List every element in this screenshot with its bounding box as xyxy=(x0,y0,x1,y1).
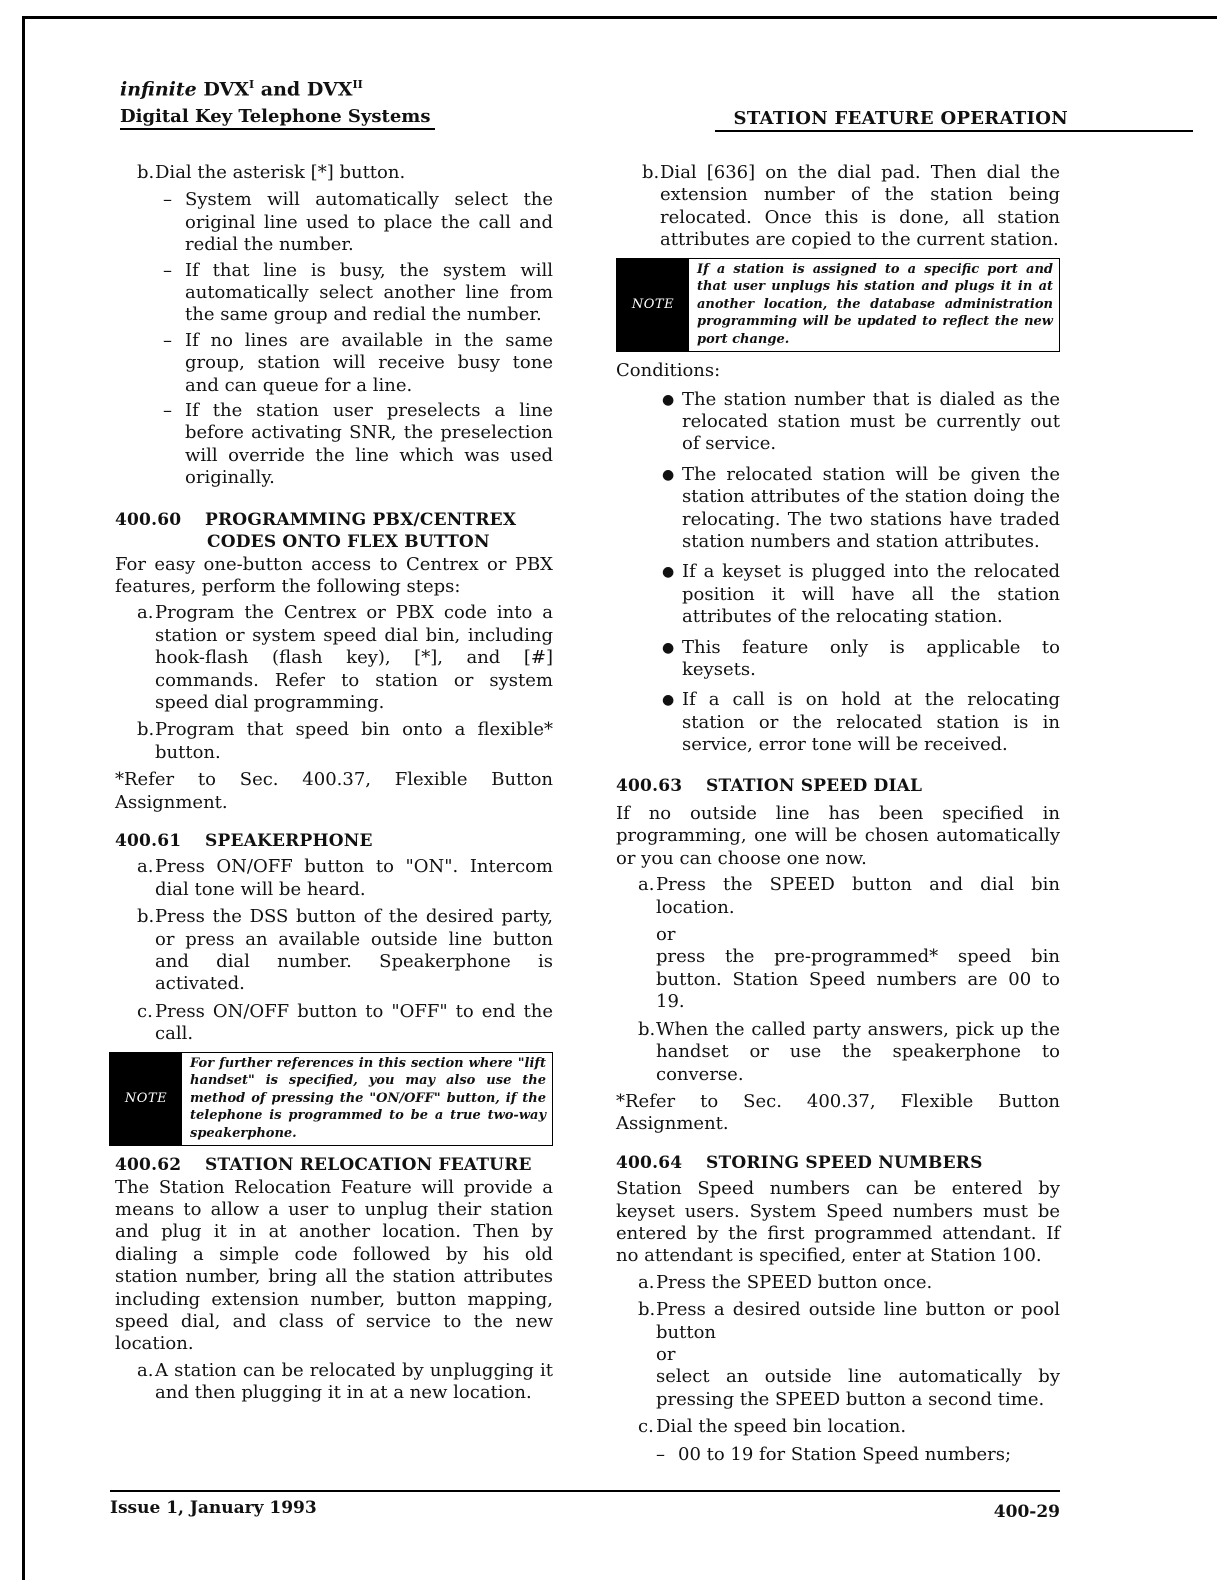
step-b-program-bin: b. Program that speed bin onto a flexible* button. xyxy=(137,719,553,763)
note-text: If a station is assigned to a specific port and that user unplugs his station and plugs it in at another location, the database administration programming will be updated to reflect the new port change. xyxy=(697,261,1053,347)
step-b-dial-636: b. Dial [636] on the dial pad. Then dial the extension number of the station being relocated. Once this is done, all station attributes are copied to the current station. xyxy=(642,162,1060,251)
heading-400-63: 400.63 STATION SPEED DIAL xyxy=(616,775,923,796)
step-a-press-on: a. Press ON/OFF button to "ON". Intercom dial tone will be heard. xyxy=(137,856,553,900)
or-text: or xyxy=(656,924,676,946)
brand-italic: infinite xyxy=(120,78,197,101)
step-b-outside-line: b. Press a desired outside line button or pool button xyxy=(638,1299,1060,1343)
dash-item: – 00 to 19 for Station Speed numbers; xyxy=(656,1443,1012,1465)
condition-item: ● The station number that is dialed as the relocated station must be currently out of service. xyxy=(662,388,1060,455)
heading-400-62: 400.62 STATION RELOCATION FEATURE xyxy=(115,1155,532,1176)
page-top-border xyxy=(22,16,1217,19)
page-number: 400-29 xyxy=(993,1502,1060,1522)
issue-date: Issue 1, January 1993 xyxy=(110,1498,317,1518)
reference-note: *Refer to Sec. 400.37, Flexible Button Assignment. xyxy=(616,1090,1060,1135)
paragraph: The Station Relocation Feature will provide a means to allow a user to unplug their station and plug it in at another location. Then by dialing a simple code followed by his old station number, bring all the station attributes including extension number, button mapping, speed dial, and class of service to the new location. xyxy=(115,1176,553,1355)
heading-400-60-line2: CODES ONTO FLEX BUTTON xyxy=(207,532,490,553)
step-b-dial-asterisk: b. Dial the asterisk [*] button. xyxy=(137,162,406,183)
step-c-press-off: c. Press ON/OFF button to "OFF" to end the call. xyxy=(137,1000,553,1045)
brand-sup1: I xyxy=(249,78,255,91)
brand-title xyxy=(120,78,363,100)
header-rule-right xyxy=(715,130,1193,132)
right-column xyxy=(616,162,1060,1469)
step-b-press-dss: b. Press the DSS button of the desired party, or press an available outside line button and dial number. Speakerphone is activated. xyxy=(137,906,553,995)
page-header xyxy=(120,78,1068,130)
header-rule-left xyxy=(120,128,435,130)
step-b-answer: b. When the called party answers, pick up the handset or use the speakerphone to converse. xyxy=(638,1018,1060,1085)
or-text: or xyxy=(656,1343,676,1365)
dash-item: – If no lines are available in the same group, station will receive busy tone and can queue for a line. xyxy=(163,329,553,396)
left-column xyxy=(115,162,553,1410)
step-a-relocate: a. A station can be relocated by unplugging it and then plugging it in at a new location. xyxy=(137,1359,553,1404)
note-label: NOTE xyxy=(110,1053,182,1146)
step-a-program-code: a. Program the Centrex or PBX code into a station or system speed dial bin, including hook-flash (flash key), [*], and [#] commands. Refer to station or system speed dial programming. xyxy=(137,602,553,713)
note-label: NOTE xyxy=(617,259,689,352)
step-a-press-speed: a. Press the SPEED button and dial bin location. xyxy=(638,874,1060,918)
condition-item: ● The relocated station will be given the station attributes of the station doing the relocating. The two stations have traded station numbers and station attributes. xyxy=(662,463,1060,552)
paragraph: Station Speed numbers can be entered by keyset users. System Speed numbers must be entered by the first programmed attendant. If no attendant is specified, enter at Station 100. xyxy=(616,1178,1060,1267)
alt-step: select an outside line automatically by pressing the SPEED button a second time. xyxy=(656,1366,1060,1410)
conditions-label: Conditions: xyxy=(616,360,721,382)
step-a-press-speed-once: a. Press the SPEED button once. xyxy=(638,1271,933,1293)
reference-note: *Refer to Sec. 400.37, Flexible Button Assignment. xyxy=(115,769,553,813)
dash-item: – If the station user preselects a line before activating SNR, the preselection will override the line which was used originally. xyxy=(163,400,553,489)
note-box-speakerphone xyxy=(109,1052,553,1147)
condition-item: ● If a call is on hold at the relocating station or the relocated station is in service, error tone will be received. xyxy=(662,689,1060,756)
brand-dvx1: DVX xyxy=(203,78,250,101)
note-text: For further references in this section where "lift handset" is specified, you may also use the method of pressing the "ON/OFF" button, if the telephone is programmed to be a true two-way speakerphone. xyxy=(190,1055,546,1141)
footer-rule xyxy=(110,1490,1060,1492)
brand-sup2: II xyxy=(352,78,363,91)
heading-400-60: 400.60 PROGRAMMING PBX/CENTREX xyxy=(115,509,517,530)
heading-400-61: 400.61 SPEAKERPHONE xyxy=(115,830,373,851)
dash-item: – If that line is busy, the system will automatically select another line from the same group and redial the number. xyxy=(163,259,553,326)
brand-subtitle: Digital Key Telephone Systems xyxy=(120,106,431,127)
brand-and: and DVX xyxy=(260,78,353,101)
alt-step: press the pre-programmed* speed bin button. Station Speed numbers are 00 to 19. xyxy=(656,946,1060,1013)
note-box-relocation xyxy=(616,258,1060,353)
step-c-dial-bin: c. Dial the speed bin location. xyxy=(638,1416,907,1438)
page-left-border xyxy=(22,16,25,1580)
paragraph: If no outside line has been specified in programming, one will be chosen automatically or you can choose one now. xyxy=(616,803,1060,869)
condition-item: ● If a keyset is plugged into the relocated position it will have all the station attributes of the relocating station. xyxy=(662,561,1060,628)
condition-item: ● This feature only is applicable to keysets. xyxy=(662,636,1060,680)
section-title: STATION FEATURE OPERATION xyxy=(733,108,1068,129)
paragraph: For easy one-button access to Centrex or PBX features, perform the following steps: xyxy=(115,553,553,597)
dash-item: – System will automatically select the original line used to place the call and redial the number. xyxy=(163,189,553,256)
heading-400-64: 400.64 STORING SPEED NUMBERS xyxy=(616,1152,983,1173)
